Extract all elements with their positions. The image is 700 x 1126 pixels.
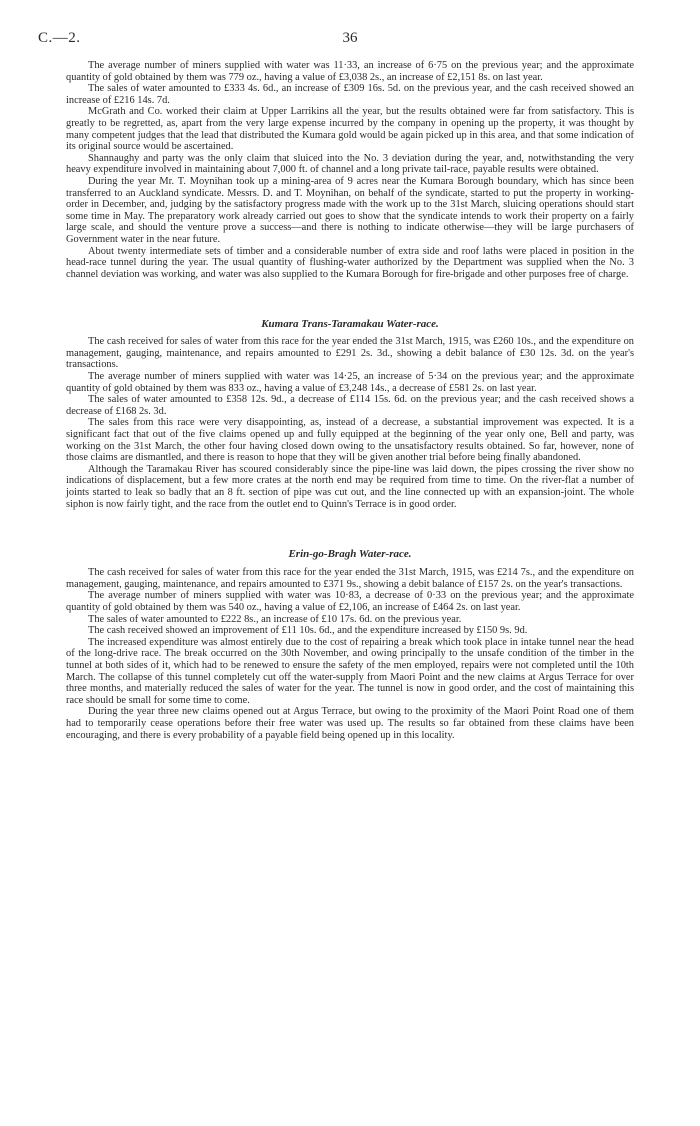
section-heading: Erin-go-Bragh Water-race.: [288, 548, 412, 561]
intro-section: [66, 60, 634, 280]
paragraph: During the year Mr. T. Moynihan took up a mining-area of 9 acres near the Kumara Borough boundary, which has since been transferred to an Auckland syndicate. Messrs. D. and T. Moynihan, on behalf of the syndicate, started to put the property in working-order in December, and, judging by the satisfactory progress made with the work up to the 31st March, sluicing operations should start some time in May. The preparatory work already carried out goes to show that the syndicate intends to work their property on a fairly large scale, and should the venture prove a success—and there is nothing to indicate otherwise—they will be large purchasers of Government water in the near future.: [66, 175, 634, 245]
paragraph: The sales from this race were very disappointing, as, instead of a decrease, a substantial improvement was expected. It is a significant fact that out of the five claims opened up and fully equipped at the beginning of the year only one, Bell and party, was working on the 31st March, the other four having closed down owing to the unsatisfactory results obtained. So far, however, none of those claims are dismantled, and there is reason to hope that they will be given another trial before being finally abandoned.: [66, 417, 634, 464]
section-kumara-trans-taramakau: [66, 318, 634, 510]
page-number: 36: [342, 30, 358, 46]
paragraph: The cash received showed an improvement of £11 10s. 6d., and the expenditure increased by £150 9s. 9d.: [88, 625, 528, 637]
section-heading: Kumara Trans-Taramakau Water-race.: [261, 318, 439, 331]
paragraph: Shannaughy and party was the only claim that sluiced into the No. 3 deviation during the year, and, notwithstanding the very heavy expenditure involved in maintaining about 7,000 ft. of channel and a long private tail-race, payable results were obtained.: [66, 152, 634, 176]
paragraph: During the year three new claims opened out at Argus Terrace, but owing to the proximity of the Maori Point Road one of them had to temporarily cease operations before their free water was used up. The results so far obtained from these claims have been encouraging, and there is every probability of a payable field being opened up in this locality.: [66, 706, 634, 741]
paragraph: The cash received for sales of water from this race for the year ended the 31st March, 1915, was £260 10s., and the expenditure on management, gauging, maintenance, and repairs amounted to £291 2s. 3d., showing a debit balance of £30 12s. 3d. on the year's transactions.: [66, 336, 634, 371]
paragraph: About twenty intermediate sets of timber and a considerable number of extra side and roof laths were placed in position in the head-race tunnel during the year. The usual quantity of flushing-water authorized by the Department was supplied when the No. 3 channel deviation was working, and water was also supplied to the Kumara Borough for fire-brigade and other purposes free of charge.: [66, 245, 634, 280]
page-header: [38, 30, 662, 52]
section-erin-go-bragh: [66, 548, 634, 741]
paragraph: The cash received for sales of water from this race for the year ended the 31st March, 1915, was £214 7s., and the expenditure on management, gauging, maintenance, and repairs amounted to £371 9s., showing a debit balance of £157 2s. on the year's transactions.: [66, 567, 634, 590]
document-reference: C.—2.: [38, 30, 81, 46]
paragraph: The average number of miners supplied with water was 10·83, a decrease of 0·33 on the previous year; and the approximate quantity of gold obtained by them was 540 oz., having a value of £2,106, an increase of £464 2s. on last year.: [66, 590, 634, 613]
paragraph: The increased expenditure was almost entirely due to the cost of repairing a break which took place in intake tunnel near the head of the long-drive race. The break occurred on the 30th November, and owing principally to the unsafe condition of the timber in the tunnel at both sides of it, which had to be renewed to ensure the safety of the men employed, repairs were not completed until the 10th March. The collapse of this tunnel completely cut off the water-supply from Maori Point and the new claims at Argus Terrace for over three months, and materially reduced the sales of water for the year. The tunnel is now in good order, and the cost of maintaining this race should be small for some time to come.: [66, 636, 634, 706]
paragraph: The sales of water amounted to £333 4s. 6d., an increase of £309 16s. 5d. on the previous year, and the cash received showed an increase of £216 14s. 7d.: [66, 83, 634, 106]
paragraph: Although the Taramakau River has scoured considerably since the pipe-line was laid down, the pipes crossing the river show no indications of displacement, but a few more crates at the north end may be required from time to time. On the river-flat a number of joints started to leak so badly that an 8 ft. section of pipe was cut out, and the line connected up with an expansion-joint. The whole siphon is now fairly tight, and the race from the outlet end to Quinn's Terrace is in good order.: [66, 463, 634, 510]
document-body: [66, 60, 634, 741]
paragraph: The sales of water amounted to £358 12s. 9d., a decrease of £114 15s. 6d. on the previous year; and the cash received shows a decrease of £168 2s. 3d.: [66, 394, 634, 417]
paragraph: The average number of miners supplied with water was 11·33, an increase of 6·75 on the previous year; and the approximate quantity of gold obtained by them was 779 oz., having a value of £3,038 2s., an increase of £2,151 8s. on last year.: [66, 60, 634, 83]
paragraph: McGrath and Co. worked their claim at Upper Larrikins all the year, but the results obtained were far from satisfactory. This is greatly to be regretted, as, apart from the very large expense incurred by the company in opening up the property, it was thought by many competent judges that the lead that distributed the Kumara gold would be again picked up in this area, and that some indication of its original source would be ascertained.: [66, 106, 634, 153]
paragraph: The average number of miners supplied with water was 14·25, an increase of 5·34 on the previous year; and the approximate quantity of gold obtained by them was 833 oz., having a value of £3,248 14s., a decrease of £581 2s. on last year.: [66, 371, 634, 394]
paragraph: The sales of water amounted to £222 8s., an increase of £10 17s. 6d. on the previous year.: [88, 613, 462, 625]
